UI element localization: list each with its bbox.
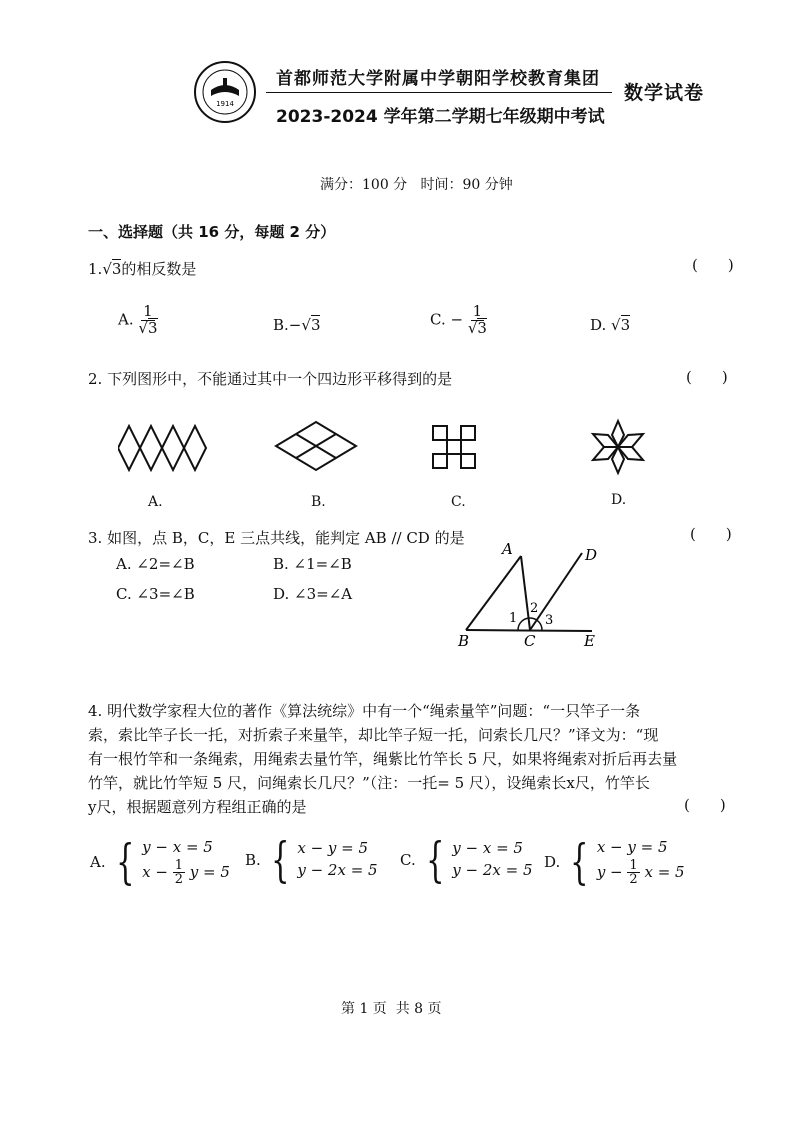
- q3-figure: [454, 540, 604, 655]
- q3-label-e: E: [584, 632, 595, 650]
- q2-figure-c[interactable]: [431, 424, 477, 470]
- q4-line-5: y尺，根据题意列方程组正确的是: [88, 798, 307, 816]
- q4-option-d[interactable]: D. { x − y = 5 y − $\frac{1}{2}$ x = 5: [544, 834, 685, 890]
- q4-answer-paren: ( ): [684, 796, 726, 814]
- q3-option-b[interactable]: B. ∠1=∠B: [273, 555, 352, 573]
- q2-stem: 2. 下列图形中，不能通过其中一个四边形平移得到的是: [88, 370, 453, 388]
- page-footer: 第 1 页 共 8 页: [341, 1001, 442, 1017]
- q1-option-c[interactable]: C. − $\frac{1}{√3}$: [430, 302, 487, 337]
- q2-answer-paren: ( ): [686, 368, 728, 386]
- q3-angle-1: 1: [509, 611, 518, 626]
- q4-option-c[interactable]: C. { y − x = 5 y − 2x = 5: [400, 832, 533, 888]
- q2-figure-b[interactable]: [274, 420, 358, 472]
- q3-label-b: B: [458, 632, 470, 650]
- q2-label-a: A.: [148, 494, 163, 510]
- q2-label-c: C.: [451, 494, 466, 510]
- header-rule: [266, 92, 612, 93]
- exam-title: 2023-2024 学年第二学期七年级期中考试: [276, 107, 605, 127]
- q3-label-a: A: [502, 540, 513, 558]
- q4-option-a[interactable]: A. { y − x = 5 x − $\frac{1}{2}$ y = 5: [90, 834, 230, 890]
- q1-option-b[interactable]: B.−√3: [273, 316, 321, 334]
- q4-option-b[interactable]: B. { x − y = 5 y − 2x = 5: [245, 832, 378, 888]
- q2-figure-d[interactable]: [590, 418, 646, 476]
- q3-option-d[interactable]: D. ∠3=∠A: [273, 585, 353, 603]
- score-time-line: 满分：100 分 时间：90 分钟: [320, 177, 513, 193]
- q1-option-d[interactable]: D. √3: [590, 316, 631, 334]
- section-title: 一、选择题（共 16 分，每题 2 分）: [88, 223, 336, 241]
- q3-label-d: D: [585, 546, 598, 564]
- q1-number: 1.: [88, 260, 103, 278]
- q2-label-d: D.: [611, 492, 627, 508]
- subject-title: 数学试卷: [624, 82, 705, 104]
- school-name: 首都师范大学附属中学朝阳学校教育集团: [276, 69, 600, 89]
- svg-text:1914: 1914: [216, 100, 234, 108]
- q1-answer-paren: ( ): [692, 256, 734, 274]
- q3-answer-paren: ( ): [690, 525, 732, 543]
- q3-stem: 3. 如图，点 B，C，E 三点共线，能判定 AB // CD 的是: [88, 529, 465, 547]
- school-logo: [193, 60, 257, 124]
- q1-stem-text: 的相反数是: [121, 260, 197, 278]
- q2-label-b: B.: [311, 494, 326, 510]
- q1-sqrt: √3: [102, 260, 122, 278]
- q3-angle-3: 3: [545, 613, 554, 628]
- q3-label-c: C: [524, 632, 536, 650]
- q3-option-a[interactable]: A. ∠2=∠B: [116, 555, 195, 573]
- q4-line-2: 索，索比竿子长一托，对折索子来量竿，却比竿子短一托，问索长几尺？”译文为：“现: [88, 726, 659, 744]
- q1-option-a[interactable]: A. $\frac{1}{√3}$: [118, 302, 158, 337]
- q2-figure-a[interactable]: [118, 424, 214, 472]
- q4-line-3: 有一根竹竿和一条绳索，用绳索去量竹竿，绳紫比竹竿长 5 尺，如果将绳索对折后再去量: [88, 750, 678, 768]
- q4-line-4: 竹竿，就比竹竿短 5 尺，问绳索长几尺？”（注：一托= 5 尺），设绳索长x尺，竹竿长: [88, 774, 650, 792]
- q3-option-c[interactable]: C. ∠3=∠B: [116, 585, 195, 603]
- q3-angle-2: 2: [530, 601, 539, 616]
- q4-line-1: 4. 明代数学家程大位的著作《算法统综》中有一个“绳索量竿”问题：“一只竿子一条: [88, 702, 641, 720]
- q1-stem: [88, 258, 196, 279]
